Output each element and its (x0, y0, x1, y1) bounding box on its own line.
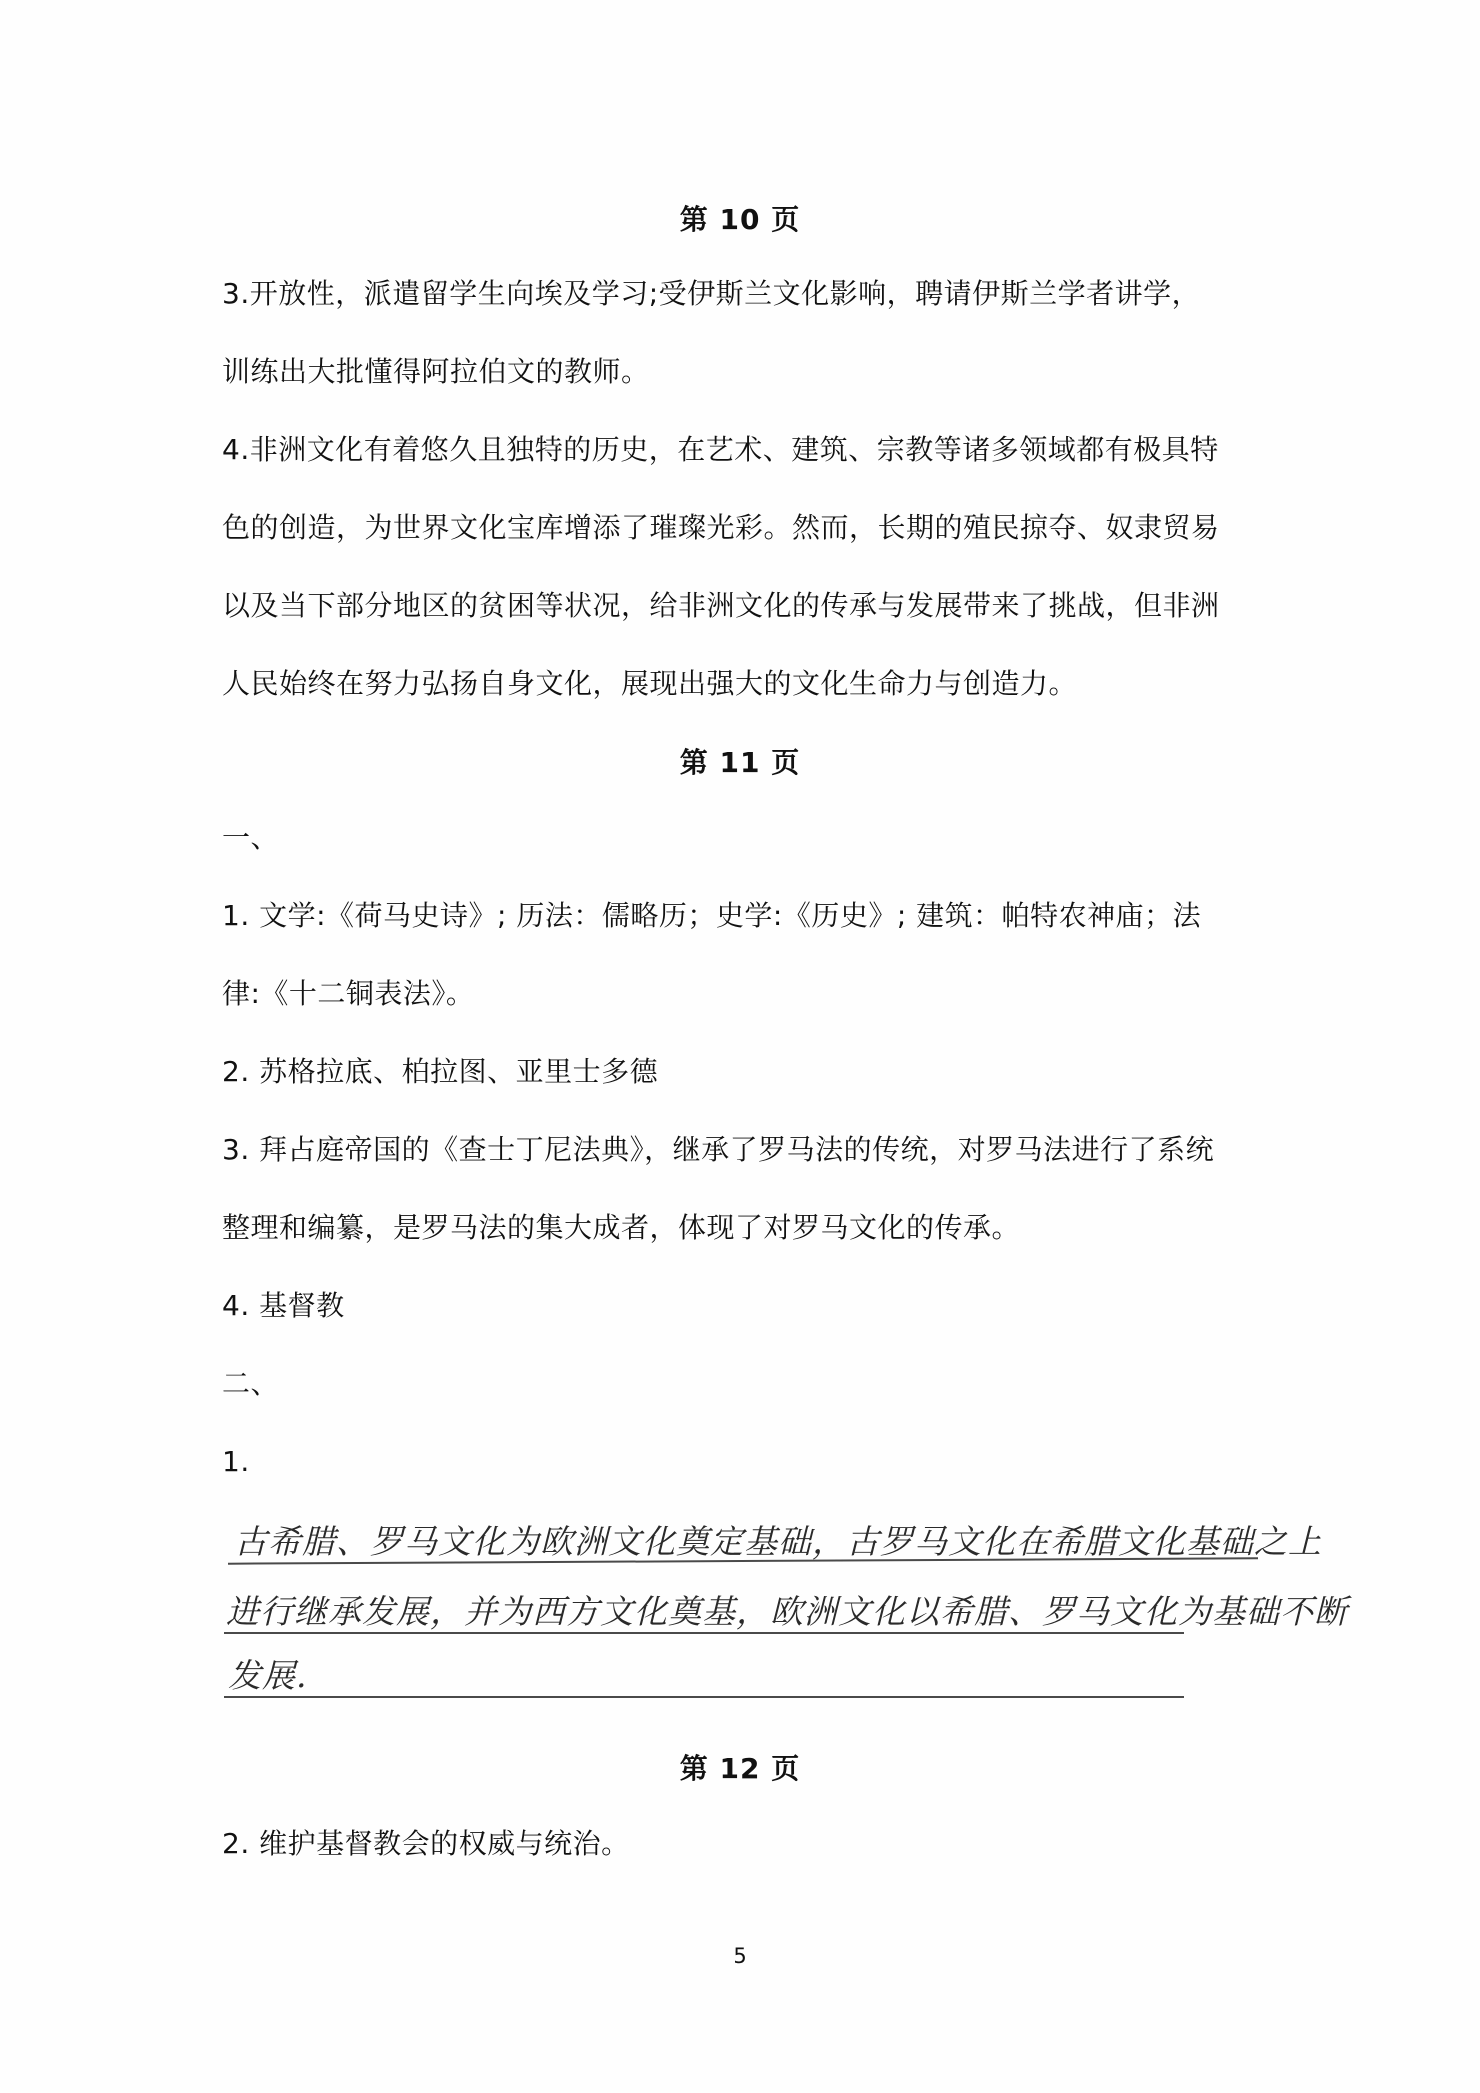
text-line: 3. 拜占庭帝国的《查士丁尼法典》，继承了罗马法的传统，对罗马法进行了系统 (222, 1133, 1215, 1166)
handwritten-line: 进行继承发展，并为西方文化奠基，欧洲文化以希腊、罗马文化为基础不断 (226, 1592, 1348, 1631)
text-line: 训练出大批懂得阿拉伯文的教师。 (222, 355, 650, 388)
section-heading-p11: 第 11 页 (679, 746, 801, 779)
text-line: 3.开放性，派遣留学生向埃及学习;受伊斯兰文化影响，聘请伊斯兰学者讲学， (222, 277, 1201, 310)
text-line: 以及当下部分地区的贫困等状况，给非洲文化的传承与发展带来了挑战，但非洲 (222, 589, 1220, 622)
text-line: 2. 维护基督教会的权威与统治。 (222, 1827, 630, 1860)
text-line: 1. 文学:《荷马史诗》; 历法：儒略历；史学:《历史》; 建筑：帕特农神庙；法 (222, 899, 1202, 932)
section-heading-p12: 第 12 页 (679, 1752, 801, 1785)
handwritten-line: 古希腊、罗马文化为欧洲文化奠定基础，古罗马文化在希腊文化基础之上 (234, 1522, 1322, 1561)
text-line: 4. 基督教 (222, 1289, 345, 1322)
text-line: 律:《十二铜表法》。 (222, 977, 475, 1010)
text-line: 4.非洲文化有着悠久且独特的历史，在艺术、建筑、宗教等诸多领域都有极具特 (222, 433, 1219, 466)
text-line: 2. 苏格拉底、柏拉图、亚里士多德 (222, 1055, 659, 1088)
text-line: 色的创造，为世界文化宝库增添了璀璨光彩。然而，长期的殖民掠夺、奴隶贸易 (222, 511, 1220, 544)
text-line: 1. (222, 1445, 250, 1478)
writing-rule (224, 1632, 1184, 1634)
text-line: 整理和编纂，是罗马法的集大成者，体现了对罗马文化的传承。 (222, 1211, 1021, 1244)
page-number: 5 (733, 1944, 747, 1968)
text-line: 人民始终在努力弘扬自身文化，展现出强大的文化生命力与创造力。 (222, 667, 1078, 700)
handwritten-answer (220, 1500, 1348, 1710)
text-line: 一、 (222, 821, 280, 854)
text-line: 二、 (222, 1367, 280, 1400)
writing-rule (224, 1696, 1184, 1698)
handwritten-line: 发展. (228, 1656, 308, 1695)
section-heading-p10: 第 10 页 (679, 203, 801, 236)
